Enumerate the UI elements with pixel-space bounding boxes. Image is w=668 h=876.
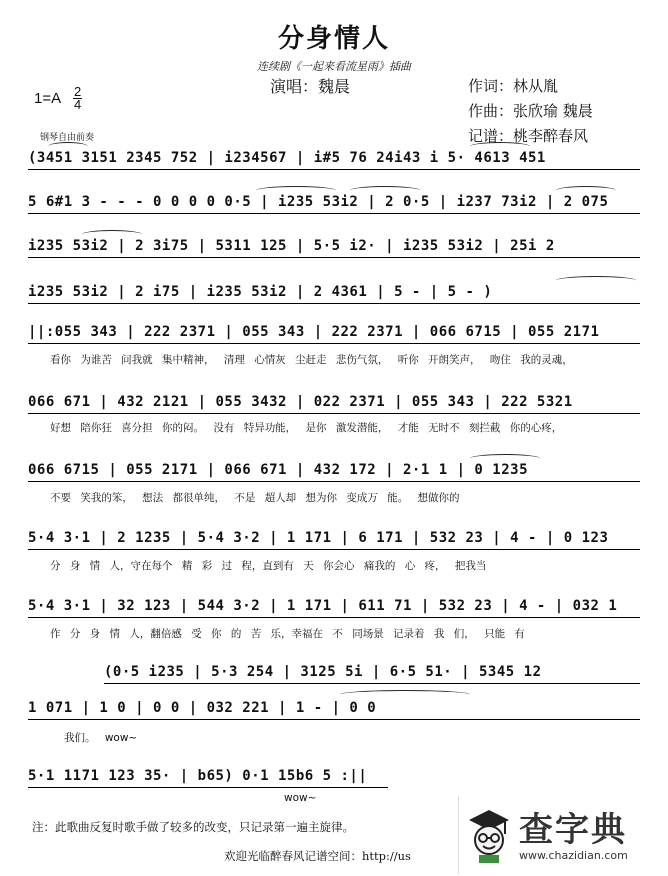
- slur-arc: [340, 690, 470, 699]
- lyric-line-5: 作 分 身 情 人，翻倍感 受 你 的 苦 乐，幸福在 不 同场景 记录着 我 们， 只能 有: [50, 628, 525, 640]
- notation-line-6: 066 671 | 432 2121 | 055 3432 | 022 2371 | 055 343 | 222 5321: [28, 394, 640, 414]
- notation-line-10: (0·5 i235 | 5·3 254 | 3125 5i | 6·5 51· | 5345 12: [104, 664, 640, 684]
- song-subtitle: 连续剧《一起来看流星雨》插曲: [257, 60, 411, 73]
- time-signature-top: 2: [74, 84, 82, 99]
- lyric-line-7: wow~: [284, 792, 317, 804]
- notation-line-11: 1 071 | 1 0 | 0 0 | 032 221 | 1 - | 0 0: [28, 700, 640, 720]
- transcriber-credit: 记谱：桃李醉春风: [468, 127, 589, 145]
- slur-arc: [470, 454, 540, 463]
- slur-arc: [556, 276, 636, 285]
- lyric-line-1: 看你 为谁苦 问我就 集中精神， 清理 心情灰 尘赶走 悲伤气氛， 听你 开朗笑声， 吻住 我的灵魂，: [50, 354, 573, 366]
- slur-arc: [470, 142, 530, 151]
- intro-mark: 钢琴自由前奏: [40, 133, 95, 143]
- composer-credit: 作曲：张欣瑜 魏晨: [468, 102, 593, 120]
- notation-line-12: 5·1 1171 123 35· | b65) 0·1 15b6 5 :||: [28, 768, 388, 788]
- credits-block: [468, 74, 593, 149]
- lyric-line-3: 不要 笑我的笨， 想法 都很单纯， 不是 超人却 想为你 变成万 能。 想做你的: [50, 492, 460, 504]
- slur-arc: [350, 186, 420, 195]
- watermark: [458, 796, 664, 874]
- watermark-url: www.chazidian.com: [519, 849, 628, 862]
- singer-credit: 演唱：魏晨: [270, 77, 351, 96]
- scholar-mascot-icon: [465, 806, 513, 864]
- notation-line-3: i235 53i2 | 2 3i75 | 5311 125 | 5·5 i2· | i235 53i2 | 25i 2: [28, 238, 640, 258]
- slur-arc: [82, 230, 142, 239]
- slur-arc: [48, 142, 88, 151]
- lyric-line-6: 我们。 wow~: [64, 732, 138, 744]
- slur-arc: [556, 186, 616, 195]
- lyric-line-2: 好想 陪你狂 喜分担 你的闷。 没有 特异功能， 是你 激发潜能， 才能 无时不 刻拦截 你的心疼，: [50, 422, 563, 434]
- lyricist-credit: 作词：林从胤: [468, 77, 559, 95]
- notation-line-5: ||:055 343 | 222 2371 | 055 343 | 222 2371 | 066 6715 | 055 2171: [28, 324, 640, 344]
- slur-arc: [256, 186, 336, 195]
- notation-line-2: 5 6#1 3 - - - 0 0 0 0 0·5 | i235 53i2 | 2 0·5 | i237 73i2 | 2 075: [28, 194, 640, 214]
- time-signature: [73, 86, 82, 111]
- notation-line-9: 5·4 3·1 | 32 123 | 544 3·2 | 1 171 | 611 71 | 532 23 | 4 - | 032 1: [28, 598, 640, 618]
- watermark-brand: 查字典: [519, 810, 627, 850]
- song-title: 分身情人: [277, 24, 390, 54]
- notation-line-7: 066 6715 | 055 2171 | 066 671 | 432 172 | 2·1 1 | 0 1235: [28, 462, 640, 482]
- lyric-line-4: 分 身 情 人，守在每个 精 彩 过 程，直到有 天 你会心 痛我的 心 疼， 把我当: [50, 560, 487, 572]
- notation-line-8: 5·4 3·1 | 2 1235 | 5·4 3·2 | 1 171 | 6 171 | 532 23 | 4 - | 0 123: [28, 530, 640, 550]
- key-signature: 1=A: [34, 90, 62, 107]
- time-signature-bottom: 4: [74, 97, 82, 112]
- notation-line-4: i235 53i2 | 2 i75 | i235 53i2 | 2 4361 | 5 - | 5 - ): [28, 284, 640, 304]
- welcome-text: 欢迎光临醉春风记谱空间：http://us: [224, 849, 411, 863]
- notation-line-1: (3451 3151 2345 752 | i234567 | i#5 76 24i43 i 5· 4613 451: [28, 150, 640, 170]
- footnote: 注：此歌曲反复时歌手做了较多的改变，只记录第一遍主旋律。: [32, 820, 354, 834]
